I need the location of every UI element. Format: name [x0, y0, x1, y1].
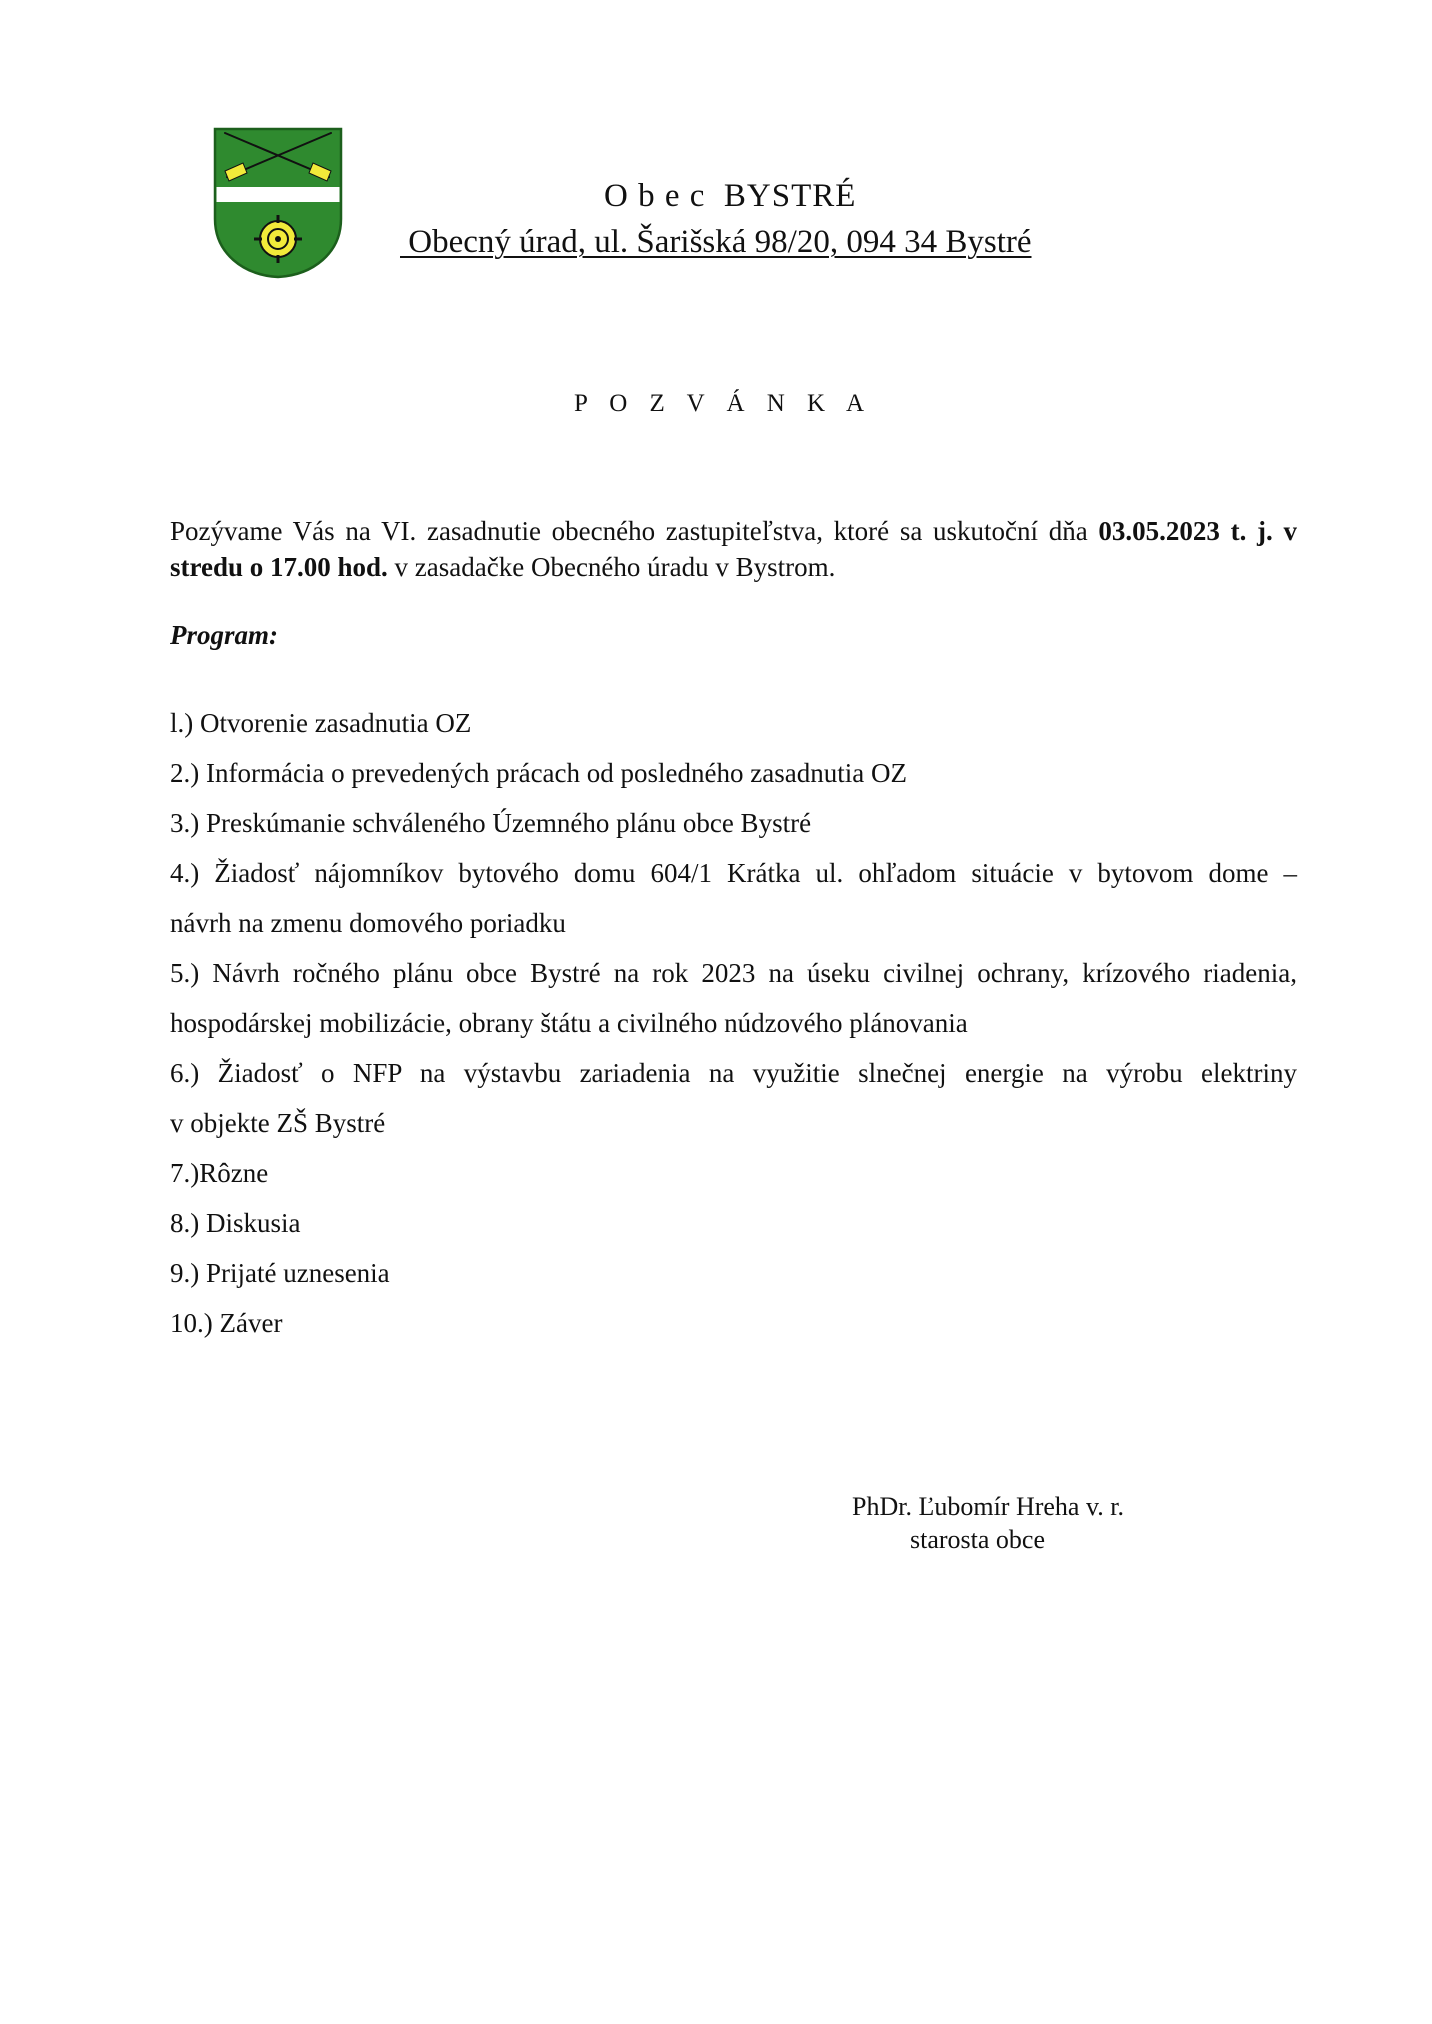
- document-title: P O Z V Á N K A: [574, 390, 873, 417]
- agenda-item: [170, 848, 1297, 948]
- agenda-item-line: návrh na zmenu domového poriadku: [170, 908, 566, 938]
- agenda-item: [170, 1298, 1297, 1348]
- agenda-item-line: 9.) Prijaté uznesenia: [170, 1258, 390, 1288]
- agenda-item-line: v objekte ZŠ Bystré: [170, 1108, 386, 1138]
- agenda-item-line: 7.)Rôzne: [170, 1158, 269, 1188]
- agenda-list: [170, 698, 1297, 1348]
- agenda-item-line: 10.) Záver: [170, 1308, 283, 1338]
- agenda-item: [170, 698, 1297, 748]
- agenda-item: [170, 748, 1297, 798]
- municipality-name: O b e c BYSTRÉ: [604, 178, 857, 214]
- agenda-item: [170, 1148, 1297, 1198]
- office-address: Obecný úrad, ul. Šarišská 98/20, 094 34 Bystré: [400, 224, 1032, 260]
- agenda-item-line: 8.) Diskusia: [170, 1208, 301, 1238]
- coat-of-arms-icon: [213, 127, 343, 279]
- agenda-item-line: 5.) Návrh ročného plánu obce Bystré na rok 2023 na úseku civilnej ochrany, krízového riadenia,: [170, 958, 1297, 988]
- agenda-item: [170, 948, 1297, 1048]
- agenda-item-line: 3.) Preskúmanie schváleného Územného plánu obce Bystré: [170, 808, 812, 838]
- invitation-text: [170, 513, 1297, 585]
- agenda-item: [170, 798, 1297, 848]
- agenda-item-line: l.) Otvorenie zasadnutia OZ: [170, 708, 472, 738]
- program-label: Program:: [170, 620, 278, 650]
- signatory-name: PhDr. Ľubomír Hreha v. r.: [852, 1492, 1124, 1521]
- intro-text-before: Pozývame Vás na VI. zasadnutie obecného zastupiteľstva, ktoré sa uskutoční dňa: [170, 516, 1099, 546]
- agenda-item: [170, 1248, 1297, 1298]
- agenda-item: [170, 1048, 1297, 1148]
- agenda-item-line: 4.) Žiadosť nájomníkov bytového domu 604/1 Krátka ul. ohľadom situácie v bytovom dome –: [170, 858, 1297, 888]
- signature-block: [852, 1490, 1124, 1556]
- agenda-item: [170, 1198, 1297, 1248]
- agenda-item-line: 2.) Informácia o prevedených prácach od posledného zasadnutia OZ: [170, 758, 907, 788]
- signatory-role: starosta obce: [910, 1525, 1046, 1554]
- agenda-item-line: 6.) Žiadosť o NFP na výstavbu zariadenia na využitie slnečnej energie na výrobu elektriny: [170, 1058, 1297, 1088]
- agenda-item-line: hospodárskej mobilizácie, obrany štátu a civilného núdzového plánovania: [170, 1008, 968, 1038]
- meeting-date-time: 03.05.2023 t. j. v stredu o 17.00 hod.: [170, 516, 1298, 582]
- intro-text-after: v zasadačke Obecného úradu v Bystrom.: [387, 552, 836, 582]
